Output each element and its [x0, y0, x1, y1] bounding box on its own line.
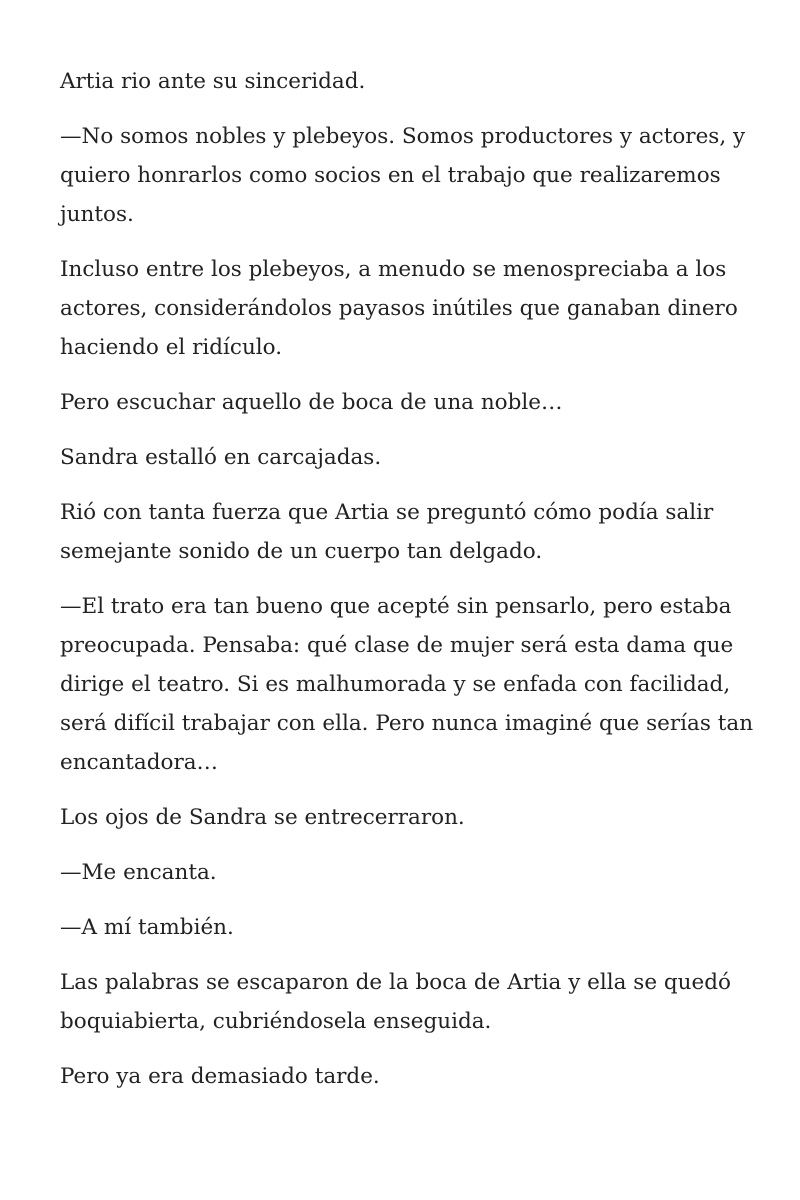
paragraph: Las palabras se escaparon de la boca de Artia y ella se quedó boquiabierta, cubriéndosela enseguida. — [60, 970, 731, 1034]
paragraph: —El trato era tan bueno que acepté sin pensarlo, pero estaba preocupada. Pensaba: qué clase de mujer será esta dama que dirige el teatro. Si es malhumorada y se enfada con facilidad, será difícil trabajar con ella. Pero nunca imaginé que serías tan encantadora… — [60, 594, 754, 775]
paragraph: Pero ya era demasiado tarde. — [60, 1064, 380, 1089]
paragraph: Rió con tanta fuerza que Artia se preguntó cómo podía salir semejante sonido de un cuerpo tan delgado. — [60, 500, 714, 564]
paragraph: Los ojos de Sandra se entrecerraron. — [60, 805, 465, 830]
paragraph: —No somos nobles y plebeyos. Somos productores y actores, y quiero honrarlos como socios en el trabajo que realizaremos juntos. — [60, 124, 746, 227]
paragraph: —Me encanta. — [60, 860, 217, 885]
paragraph: Incluso entre los plebeyos, a menudo se menospreciaba a los actores, considerándolos payasos inútiles que ganaban dinero haciendo el ridículo. — [60, 257, 738, 360]
paragraph: —A mí también. — [60, 915, 234, 940]
paragraph: Pero escuchar aquello de boca de una noble… — [60, 390, 563, 415]
paragraph: Artia rio ante su sinceridad. — [60, 69, 366, 94]
paragraph: Sandra estalló en carcajadas. — [60, 445, 382, 470]
reading-page — [60, 62, 760, 1112]
